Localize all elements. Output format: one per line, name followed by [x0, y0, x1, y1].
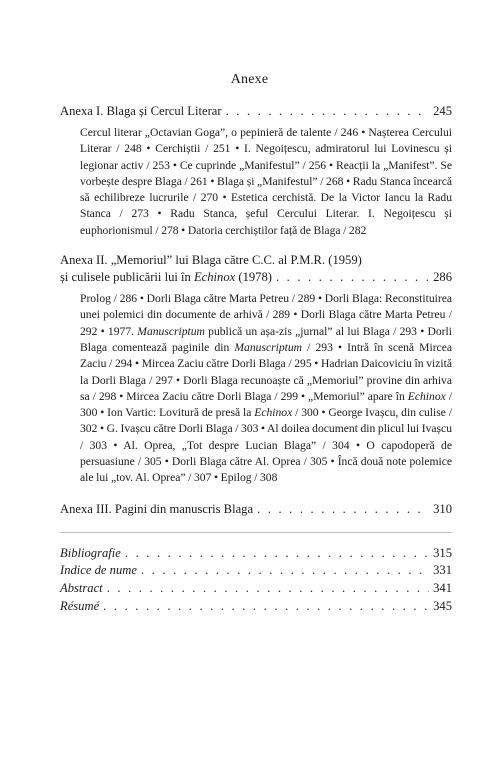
dot-leader	[257, 501, 429, 518]
annex-2-details: Prolog / 286 • Dorli Blaga către Marta Petreu / 289 • Dorli Blaga: Reconstituirea unei polemici din documente de arhivă / 289 • Dorli Blaga către Marta Petreu / 292 • 1977. Manuscriptum publică un așa-zis „jurnal” al lui Blaga / 293 • Dorli Blaga comentează paginile din Manuscriptum / 293 • Intră în scenă Mircea Zaciu / 294 • Mircea Zaciu către Dorli Blaga / 295 • Hadrian Daicoviciu în vizită la Dorli Blaga / 297 • Dorli Blaga recunoaște că „Memoriul” provine din arhiva sa / 298 • Mircea Zaciu către Dorli Blaga / 299 • „Memoriul” apare în Echinox / 300 • Ion Vartic: Lovitură de presă la Echinox / 300 • George Ivașcu, din culise / 302 • G. Ivașcu către Dorli Blaga / 303 • Al doilea document din plicul lui Ivașcu / 303 • Al. Oprea, „Tot despre Lucian Blaga” / 304 • O capodoperă de persuasiune / 305 • Dorli Blaga către Al. Oprea / 305 • Încă două note polemice ale lui „tov. Al. Oprea” / 307 • Epilog / 308	[80, 292, 452, 485]
back-matter-label: Indice de nume	[60, 563, 137, 578]
annex-1-entry[interactable]	[60, 103, 452, 120]
back-matter-label: Abstract	[60, 581, 103, 596]
back-matter-label: Bibliografie	[60, 545, 121, 560]
page-title: Anexe	[230, 72, 269, 87]
dot-leader	[103, 598, 429, 616]
back-matter-page: 345	[433, 599, 452, 614]
back-matter-page: 341	[433, 581, 452, 596]
annex-2-page: 286	[433, 270, 452, 285]
dot-leader	[276, 269, 429, 286]
annex-2-heading-line2: și culisele publicării lui în Echinox (1978)	[60, 270, 272, 285]
annex-3-heading: Anexa III. Pagini din manuscris Blaga	[60, 501, 254, 516]
annex-2-entry[interactable]	[60, 252, 452, 286]
back-matter-abstract[interactable]	[60, 580, 452, 598]
annex-1-page: 245	[433, 104, 452, 118]
back-matter-resume[interactable]	[60, 598, 452, 616]
table-of-contents	[60, 103, 452, 616]
back-matter-label: Résumé	[60, 599, 100, 614]
dot-leader	[141, 562, 429, 580]
back-matter-page: 331	[433, 563, 452, 578]
dot-leader	[107, 580, 429, 598]
dot-leader	[226, 103, 430, 120]
annex-3-entry[interactable]	[60, 501, 452, 518]
annex-2-heading-line1: Anexa II. „Memoriul” lui Blaga către C.C. al P.M.R. (1959)	[60, 253, 362, 268]
back-matter-page: 315	[433, 545, 452, 560]
dot-leader	[125, 545, 429, 563]
separator-line	[60, 518, 452, 533]
back-matter-bibliografie[interactable]	[60, 545, 452, 563]
annex-1-heading: Anexa I. Blaga și Cercul Literar	[60, 104, 222, 118]
annex-3-page: 310	[433, 501, 452, 516]
back-matter-indice[interactable]	[60, 562, 452, 580]
annex-1-details: Cercul literar „Octavian Goga”, o pepinieră de talente / 246 • Nașterea Cercului Literar / 248 • Cerchiștii / 251 • I. Negoițescu, admiratorul lui Lovinescu și legionar activ / 253 • Ce cuprinde „Manifestul” / 256 • Reacții la „Manifest”. Se vorbește despre Blaga / 261 • Blaga și „Manifestul” / 268 • Radu Stanca încearcă să echilibreze lucrurile / 270 • Estetica cerchistă. De la Victor Iancu la Radu Stanca / 273 • Radu Stanca, șeful Cercului Literar. I. Negoițescu și euphorionismul / 278 • Datoria cerchiștilor față de Blaga / 282	[80, 126, 452, 237]
